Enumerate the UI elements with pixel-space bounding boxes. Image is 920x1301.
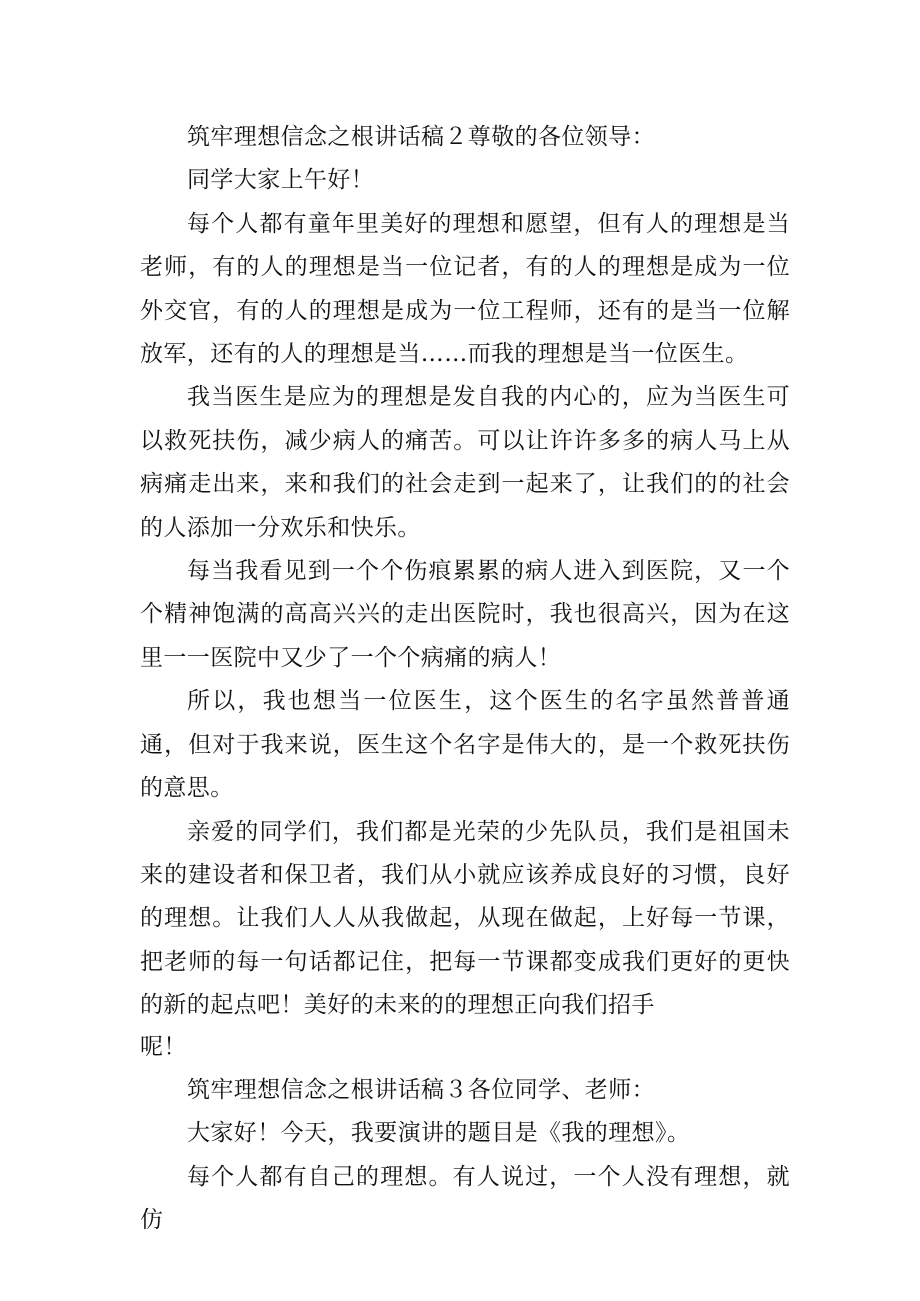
body-paragraph: 每个人都有童年里美好的理想和愿望，但有人的理想是当老师，有的人的理想是当一位记者，有的人的理想是成为一位外交官，有的人的理想是成为一位工程师，还有的是当一位解放军，还有的人的理想是当……而我的理想是当一位医生。 — [140, 210, 790, 368]
heading-speech-3: 筑牢理想信念之根讲话稿３各位同学、老师： — [187, 1076, 655, 1103]
greeting-paragraph: 同学大家上午好！ — [187, 167, 375, 194]
greeting-paragraph: 大家好！今天，我要演讲的题目是《我的理想》。 — [187, 1120, 691, 1147]
heading-speech-2: 筑牢理想信念之根讲话稿２尊敬的各位领导： — [187, 124, 655, 150]
body-paragraph: 我当医生是应为的理想是发自我的内心的，应为当医生可以救死扶伤，减少病人的痛苦。可以让许许多多的病人马上从病痛走出来，来和我们的社会走到一起来了，让我们的的社会的人添加一分欢乐和快乐。 — [140, 384, 790, 541]
body-paragraph-continuation: 呢！ — [140, 1033, 187, 1060]
body-paragraph: 所以，我也想当一位医生，这个医生的名字虽然普普通通，但对于我来说，医生这个名字是伟大的，是一个救死扶伤的意思。 — [140, 688, 790, 802]
body-paragraph: 每个人都有自己的理想。有人说过，一个人没有理想，就仿 — [140, 1163, 790, 1234]
body-paragraph: 每当我看见到一个个伤痕累累的病人进入到医院，又一个个精神饱满的高高兴兴的走出医院时，我也很高兴，因为在这里一一医院中又少了一个个病痛的病人！ — [140, 558, 790, 671]
document-body — [140, 116, 790, 1243]
body-paragraph: 亲爱的同学们，我们都是光荣的少先队员，我们是祖国未来的建设者和保卫者，我们从小就应该养成良好的习惯，良好的理想。让我们人人从我做起，从现在做起，上好每一节课，把老师的每一句话都记住，把每一节课都变成我们更好的更快的新的起点吧！美好的未来的的理想正向我们招手 — [140, 818, 790, 1019]
